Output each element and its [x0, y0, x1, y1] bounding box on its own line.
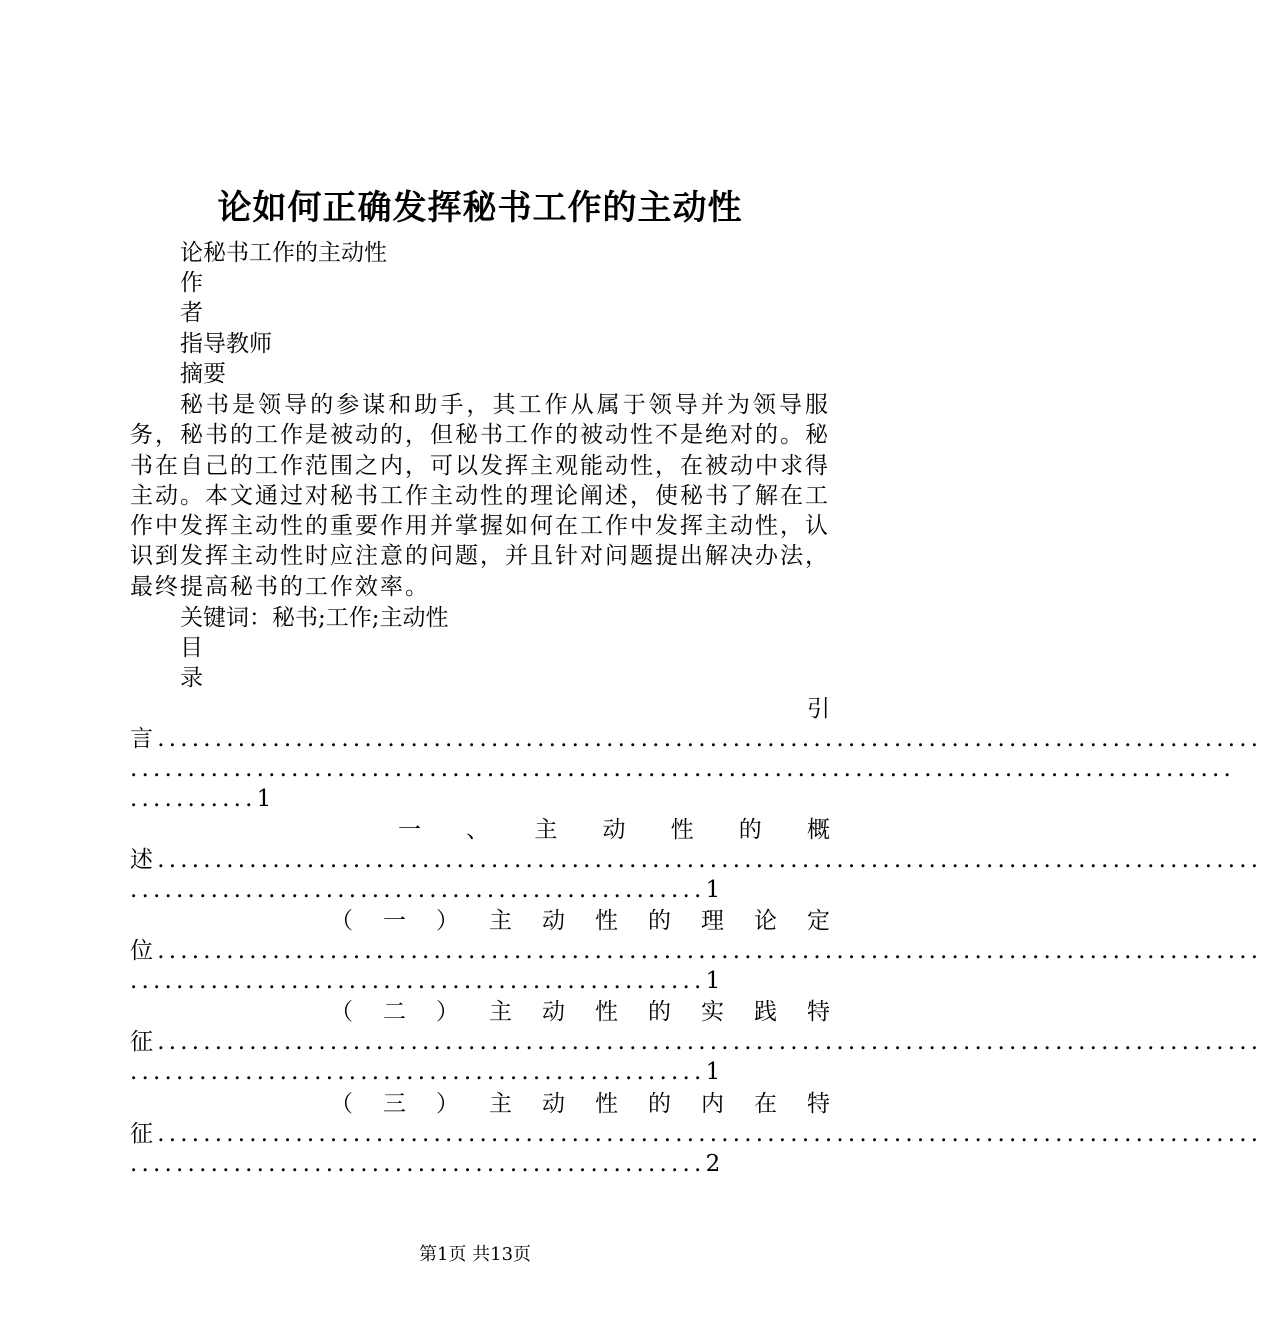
toc-page-number: 2	[705, 1151, 721, 1177]
toc-entry-intrinsic[interactable]	[130, 1089, 1262, 1179]
toc-page-line: ..................................................1	[130, 877, 721, 903]
toc-leader-line: 言................................................................................................	[130, 726, 1262, 752]
subtitle: 论秘书工作的主动性	[180, 240, 387, 266]
toc-leader-line: 述................................................................................................	[130, 847, 1262, 873]
abstract-text: 秘书是领导的参谋和助手，其工作从属于领导并为领导服务，秘书的工作是被动的，但秘书工作的被动性不是绝对的。秘书在自己的工作范围之内，可以发挥主观能动性，在被动中求得主动。本文通过对秘书工作主动性的理论阐述，使秘书了解在工作中发挥主动性的重要作用并掌握如何在工作中发挥主动性，认识到发挥主动性时应注意的问题，并且针对问题提出解决办法，最终提高秘书的工作效率。	[130, 392, 830, 600]
toc-entry-intro[interactable]	[130, 694, 1262, 814]
toc-head: （ 二 ） 主 动 性 的 实 践 特	[330, 999, 830, 1025]
page-footer: 第1页 共13页	[418, 1244, 532, 1265]
advisor-label: 指导教师	[180, 331, 272, 357]
toc-page-line: ..................................................1	[130, 968, 721, 994]
toc-page-number: 1	[705, 968, 721, 994]
keywords: 关键词：秘书;工作;主动性	[180, 605, 449, 631]
toc-entry-practice[interactable]	[130, 997, 1262, 1087]
toc-page-line: ..................................................1	[130, 1059, 721, 1085]
toc-page-number: 1	[705, 877, 721, 903]
document-page	[130, 0, 1262, 1344]
toc-page-number: 1	[256, 786, 272, 812]
toc-head: （ 三 ） 主 动 性 的 内 在 特	[330, 1091, 830, 1117]
toc-leader-line: 征................................................................................................	[130, 1121, 1262, 1147]
toc-label-2: 录	[180, 665, 203, 691]
toc-head: （ 一 ） 主 动 性 的 理 论 定	[330, 908, 830, 934]
abstract-label: 摘要	[180, 361, 226, 387]
author-label-2: 者	[180, 300, 203, 326]
author-label-1: 作	[180, 270, 203, 296]
toc-head: 一 、 主 动 性 的 概	[398, 817, 830, 843]
toc-head: 引	[807, 696, 830, 722]
toc-label-1: 目	[180, 635, 203, 661]
toc-leader-line: ................................................................................................	[130, 756, 1236, 782]
toc-page-number: 1	[705, 1059, 721, 1085]
toc-entry-theory[interactable]	[130, 906, 1262, 996]
document-title: 论如何正确发挥秘书工作的主动性	[217, 188, 743, 228]
toc-leader-line: 位................................................................................................	[130, 938, 1262, 964]
toc-entry-overview[interactable]	[130, 815, 1262, 905]
toc-page-line: ..................................................2	[130, 1151, 721, 1177]
toc-page-line: ...........1	[130, 786, 272, 812]
toc-leader-line: 征................................................................................................	[130, 1029, 1262, 1055]
